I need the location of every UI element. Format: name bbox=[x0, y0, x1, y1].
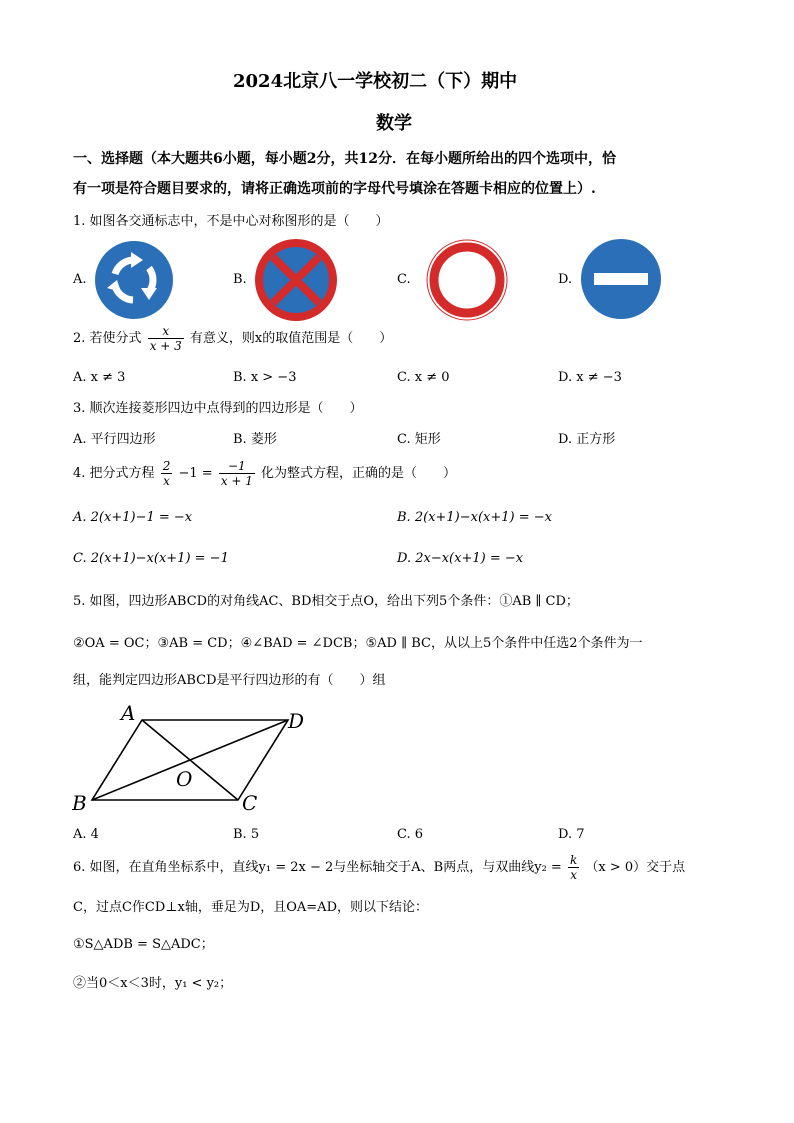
no-stopping-sign-icon bbox=[253, 238, 339, 322]
q4-fraction-2 bbox=[219, 460, 255, 487]
q1-option-c-label: C. bbox=[397, 272, 411, 287]
center-label-o: O bbox=[176, 767, 193, 791]
q6-fraction bbox=[568, 854, 579, 881]
q4-f2-num: −1 bbox=[219, 460, 255, 474]
q2-stem-prefix: 2. 若使分式 bbox=[73, 331, 142, 346]
q1-option-a-label: A. bbox=[73, 272, 87, 287]
q4-f1-den: x bbox=[163, 474, 170, 488]
q4-stem-prefix: 4. 把分式方程 bbox=[73, 466, 155, 481]
no-vehicles-sign-icon bbox=[425, 238, 509, 322]
vertex-label-b: B bbox=[72, 791, 87, 815]
q2-stem-suffix: 有意义，则x的取值范围是（ ） bbox=[189, 331, 393, 346]
q4-fraction-1 bbox=[161, 460, 173, 487]
q4-option-d: D. 2x−x(x+1) = −x bbox=[397, 551, 524, 566]
vertex-label-d: D bbox=[288, 709, 305, 733]
q4-stem bbox=[73, 460, 456, 487]
page-title: 2024北京八一学校初二（下）期中 bbox=[233, 71, 518, 92]
q5-option-a: A. 4 bbox=[73, 827, 99, 842]
q5-option-c: C. 6 bbox=[397, 827, 424, 842]
q5-line3: 组，能判定四边形ABCD是平行四边形的有（ ）组 bbox=[73, 673, 386, 688]
q6-conclusion-2: ②当0＜x＜3时，y₁ < y₂； bbox=[73, 976, 233, 991]
q6-frac-den: x bbox=[570, 868, 577, 882]
q4-stem-suffix: 化为整式方程，正确的是（ ） bbox=[261, 466, 457, 481]
q6-line1-suffix: （x > 0）交于点 bbox=[585, 860, 686, 875]
q5-option-d: D. 7 bbox=[558, 827, 585, 842]
q5-line2: ②OA = OC；③AB = CD；④∠BAD = ∠DCB；⑤AD ∥ BC，从以上5个条件中任选2个条件为一 bbox=[73, 636, 643, 651]
q3-option-c: C. 矩形 bbox=[397, 432, 441, 447]
q6-line2: C，过点C作CD⊥x轴，垂足为D，且OA=AD，则以下结论： bbox=[73, 900, 428, 915]
q4-option-a: A. 2(x+1)−1 = −x bbox=[73, 510, 193, 525]
q3-option-b: B. 菱形 bbox=[233, 432, 277, 447]
section-heading-line1: 一、选择题（本大题共6小题，每小题2分，共12分．在每小题所给出的四个选项中，恰 bbox=[73, 151, 616, 167]
subject-title: 数学 bbox=[376, 113, 412, 134]
roundabout-sign-icon bbox=[93, 240, 175, 320]
parallelogram-figure bbox=[72, 702, 320, 820]
q3-option-a: A. 平行四边形 bbox=[73, 432, 156, 447]
q4-middle: −1 = bbox=[178, 466, 213, 481]
q6-line1-prefix: 6. 如图，在直角坐标系中，直线y₁ = 2x − 2与坐标轴交于A、B两点，与双曲线y₂ = bbox=[73, 860, 562, 875]
q2-option-d: D. x ≠ −3 bbox=[558, 370, 622, 385]
q4-option-b: B. 2(x+1)−x(x+1) = −x bbox=[397, 510, 552, 525]
section-heading-line2: 有一项是符合题目要求的，请将正确选项前的字母代号填涂在答题卡相应的位置上）. bbox=[73, 181, 596, 197]
q2-option-a: A. x ≠ 3 bbox=[73, 370, 126, 385]
q4-f2-den: x + 1 bbox=[220, 474, 253, 488]
q1-option-d-label: D. bbox=[558, 272, 573, 287]
q3-option-d: D. 正方形 bbox=[558, 432, 616, 447]
q2-frac-den: x + 3 bbox=[149, 339, 182, 353]
q4-option-c: C. 2(x+1)−x(x+1) = −1 bbox=[73, 551, 229, 566]
q1-option-b-label: B. bbox=[233, 272, 247, 287]
q2-stem bbox=[73, 325, 392, 352]
q5-line1: 5. 如图，四边形ABCD的对角线AC、BD相交于点O，给出下列5个条件：①AB ∥ CD； bbox=[73, 594, 579, 609]
q5-option-b: B. 5 bbox=[233, 827, 260, 842]
vertex-label-a: A bbox=[121, 702, 136, 725]
no-entry-sign-icon bbox=[580, 238, 662, 320]
vertex-label-c: C bbox=[242, 791, 258, 815]
q4-f1-num: 2 bbox=[162, 459, 171, 473]
q2-option-c: C. x ≠ 0 bbox=[397, 370, 450, 385]
q6-frac-num: k bbox=[569, 853, 578, 867]
q6-line1 bbox=[73, 854, 685, 881]
q2-option-b: B. x > −3 bbox=[233, 370, 297, 385]
q2-fraction bbox=[148, 325, 184, 352]
q3-stem: 3. 顺次连接菱形四边中点得到的四边形是（ ） bbox=[73, 401, 363, 416]
q2-frac-num: x bbox=[148, 325, 184, 339]
q6-conclusion-1: ①S△ADB = S△ADC； bbox=[73, 937, 214, 952]
q1-stem: 1. 如图各交通标志中，不是中心对称图形的是（ ） bbox=[73, 214, 389, 229]
